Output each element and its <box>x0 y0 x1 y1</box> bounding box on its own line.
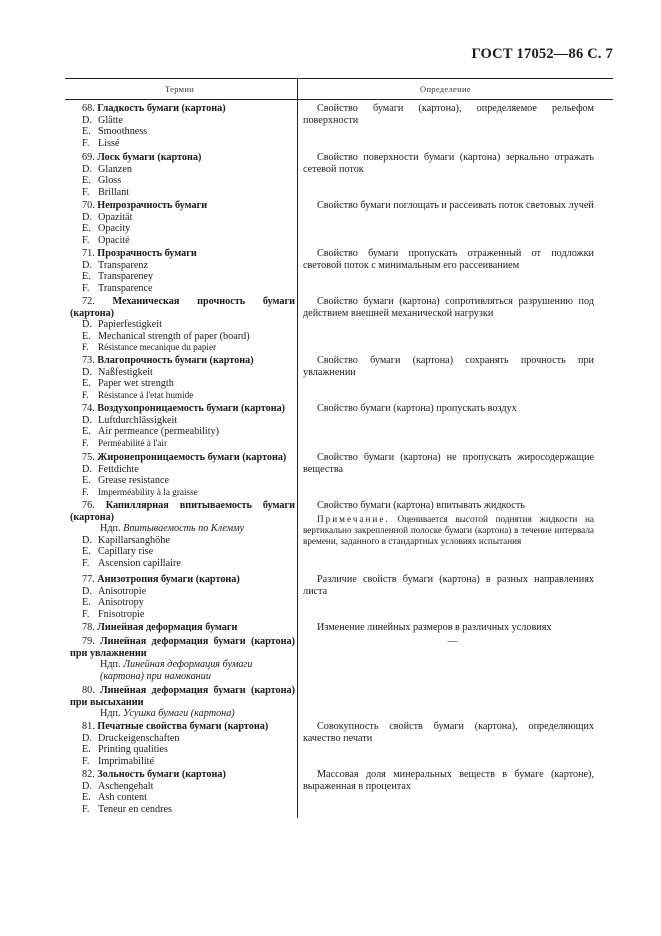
term-entry-71: 71. Прозрачность бумаги D. Transparenz E. Transpareney F. Transparence <box>82 248 197 294</box>
term-entry-74: 74. Воздухопроницаемость бумаги (картона) D. Luftdurchlässigkeit E. Air permeance (permeability) F. Perméabilité à l'air <box>82 403 286 448</box>
definition-70: Свойство бумаги поглощать и рассеивать поток световых лучей <box>317 200 594 211</box>
term-entry-81: 81. Печатные свойства бумаги (картона) D. Druckeigenschaften E. Printing qualities F. Imprimabilité <box>82 721 269 767</box>
definition-72: Свойство бумаги (картона) сопротивляться разрушению под действием внешней механической нагрузки <box>303 296 594 319</box>
column-header-term: Термин <box>165 84 195 94</box>
term-entry-68: 68. Гладкость бумаги (картона) D. Glätte E. Smoothness F. Lissé <box>82 103 226 149</box>
term-entry-70: 70. Непрозрачность бумаги D. Opazität E. Opacity F. Opacité <box>82 200 208 246</box>
definition-71: Свойство бумаги пропускать отраженный от подложки световой поток с минимальным его рассеиванием <box>303 248 594 271</box>
term-entry-77: 77. Анизотропия бумаги (картона) D. Anisotropie E. Anisotropy F. Fnisotropie <box>82 574 240 620</box>
term-entry-73: 73. Влагопрочность бумаги (картона) D. Naßfestigkeit E. Paper wet strength F. Résistance à l'etat humide <box>82 355 254 400</box>
term-entry-75: 75. Жиронепроницаемость бумаги (картона) D. Fettdichte E. Grease resistance F. Imperméability à la graisse <box>82 452 287 497</box>
table-top-rule <box>65 78 613 79</box>
table-header-rule <box>65 99 613 100</box>
term-entry-76: 76. Капиллярная впитываемость бумаги (картона) Ндп. Впитываемость по Клемму D. Kapillarsanghöhe E. Capillary rise F. Ascension capillaire <box>70 500 296 569</box>
note-76: Примечание. Оценивается высотой поднятия жидкости на вертикально закрепленной полоске бумаги (картона) в течение интервала времени, заданного в стандартных условиях испытания <box>303 513 595 546</box>
definition-78: Изменение линейных размеров в различных условиях <box>317 622 552 633</box>
definition-79: — <box>447 636 458 647</box>
column-divider <box>297 78 298 818</box>
definition-69: Свойство поверхности бумаги (картона) зеркально отражать сетевой поток <box>303 152 594 175</box>
term-entry-72: 72. Механическая прочность бумаги (картона) D. Papierfestigkeit E. Mechanical strength of paper (board) F. Résistance mecanique du papier <box>70 296 296 353</box>
column-header-definition: Определение <box>420 84 471 94</box>
definition-77: Различие свойств бумаги (картона) в разных направлениях листа <box>303 574 594 597</box>
term-entry-69: 69. Лоск бумаги (картона) D. Glanzen E. Gloss F. Brillant <box>82 152 202 198</box>
definition-68: Свойство бумаги (картона), определяемое рельефом поверхности <box>303 103 594 126</box>
definition-81: Совокупность свойств бумаги (картона), определяющих качество печати <box>303 721 594 744</box>
term-entry-78: 78. Линейная деформация бумаги <box>82 622 238 633</box>
definition-82: Массовая доля минеральных веществ в бумаге (картоне), выраженная в процентах <box>303 769 594 792</box>
definition-73: Свойство бумаги (картона) сохранять прочность при увлажнении <box>303 355 594 378</box>
term-entry-82: 82. Зольность бумаги (картона) D. Aschengehalt E. Ash content F. Teneur en cendres <box>82 769 226 815</box>
definition-74: Свойство бумаги (картона) пропускать воздух <box>317 403 517 414</box>
definition-76: Свойство бумаги (картона) впитывать жидкость Примечание. Оценивается высотой поднятия жидкости на вертикально закрепленной полоске бумаги (картона) в течение интервала времени, заданного в стандартных условиях испытания <box>303 500 595 546</box>
term-entry-80: 80. Линейная деформация бумаги (картона) при высыхании Ндп. Усушка бумаги (картона) <box>70 685 296 720</box>
definition-75: Свойство бумаги (картона) не пропускать жиросодержащие вещества <box>303 452 594 475</box>
page-header: ГОСТ 17052—86 С. 7 <box>471 46 613 62</box>
term-entry-79: 79. Линейная деформация бумаги (картона) при увлажнении Ндп. Линейная деформация бумаги (картона) при намокании <box>70 636 296 682</box>
